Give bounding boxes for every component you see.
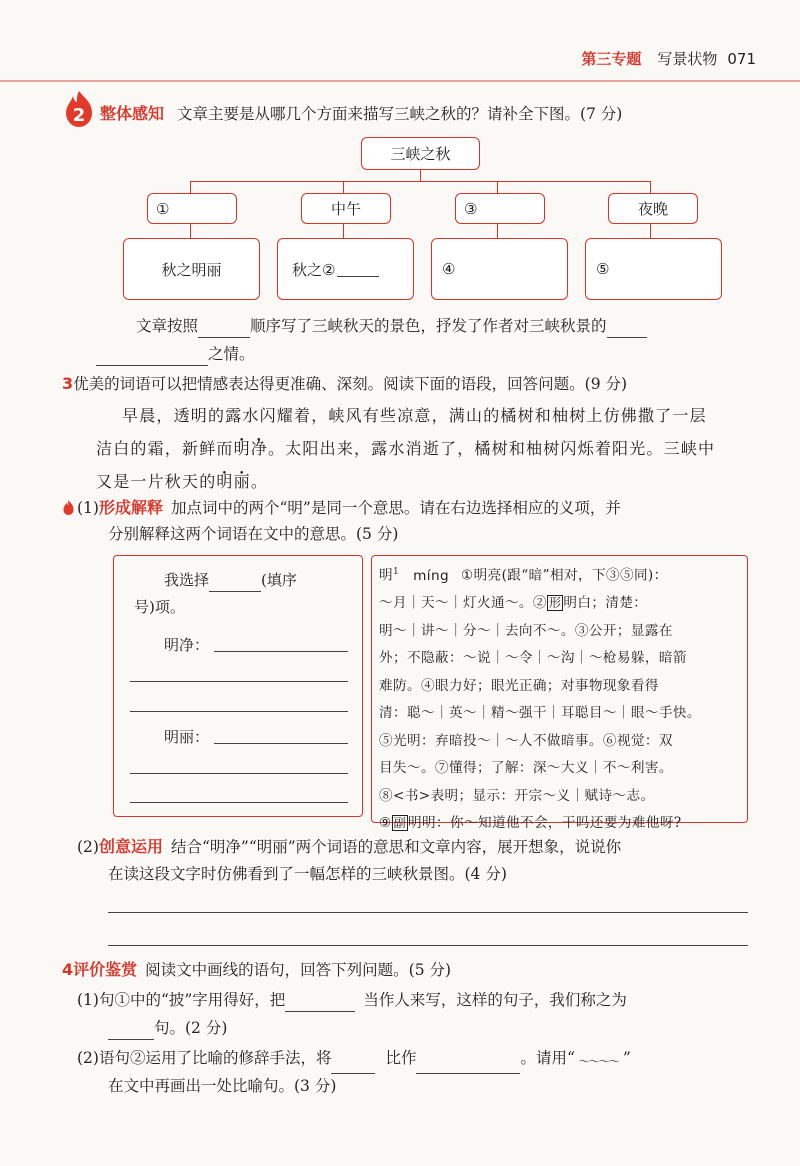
dotted-char: 净 [250,439,269,458]
diagram-time-4: 夜晚 [608,193,698,224]
sub1-line-2: 分别解释这两个词语在文中的意思。(5 分) [108,525,399,543]
q4-prompt-line [62,958,451,982]
section-label: 第三专题 [581,50,642,68]
passage-line: 又是一片秋天的明丽。 [96,472,269,491]
personified-blank[interactable] [285,993,355,1012]
page-number: 071 [727,50,756,68]
q2-prompt: 文章主要是从哪几个方面来描写三峡之秋的？请补全下图。(7 分) [176,105,623,123]
choose-line: 我选择 (填序 [164,568,297,592]
dictionary-panel [371,555,748,832]
dict-line: 目失～。⑦懂得；了解：深～大义｜不～利害。 [379,760,673,777]
dict-line: ⑤光明：弃暗投～｜～人不做暗事。⑥视觉：双 [379,732,673,749]
connector [343,224,344,239]
dotted-char: 明 [216,472,234,491]
diagram-feature-4[interactable]: ⑤ [585,238,722,300]
dict-line: ～月｜天～｜灯火通～。② 形 明白；清楚： [379,595,648,612]
sub1-text: 加点词中的两个“明”是同一个意思。请在右边选择相应的义项，并 [170,499,621,517]
q4-prompt: 阅读文中画线的语句，回答下列问题。(5 分) [145,961,452,979]
header-rule [0,80,800,82]
pos-tag: 副 [393,816,406,831]
sub1-number: (1) [77,499,99,517]
flame-number-icon [62,90,96,128]
q2-prompt-line [100,102,622,126]
flame-icon [63,500,74,515]
answer-line[interactable] [108,945,748,946]
metaphor-object-blank[interactable] [416,1055,520,1074]
diagram-feature-3[interactable]: ④ [431,238,568,300]
answer-line[interactable] [214,743,348,744]
q2-fill-line-1 [136,314,647,338]
sub2-text: 结合“明净”“明丽”两个词语的意思和文章内容，展开想象，说说你 [170,838,622,856]
sentence-type-blank[interactable] [108,1021,154,1040]
metaphor-subject-blank[interactable] [331,1055,375,1074]
sub2-label: 创意运用 [98,837,163,856]
answer-line[interactable] [130,681,348,682]
answer-line[interactable] [130,773,348,774]
topic-label: 写景状物 [657,50,718,68]
dict-line: 清：聪～｜英～｜精～强干｜耳聪目～｜眼～手快。 [379,705,701,722]
dict-line: 明～｜讲～｜分～｜去向不～。③公开；显露在 [379,622,673,639]
diagram-feature-2 [277,238,414,300]
passage-line: 洁白的霜，新鲜而明净。太阳出来，露水消逝了，橘树和柚树闪烁着阳光。三峡中 [96,439,716,458]
sub1-label: 形成解释 [98,498,163,517]
q4-s2-line: (2)语句②运用了比喻的修辞手法，将 比作 。请用“ ～～～～ ” [77,1046,631,1074]
wavy-line-mark: ～～～～ [578,1055,619,1068]
choose-line-2: 号)项。 [134,598,185,616]
q2-fill-text-c: 之情。 [208,345,255,363]
dict-line: ⑧<书>表明；显示：开宗～义｜赋诗～志。 [379,787,655,804]
order-blank[interactable] [198,319,250,338]
q4-s2-line-2: 在文中再画出一处比喻句。(3 分) [108,1077,337,1095]
passage-line: 早晨，透明的露水闪耀着，峡风有些凉意，满山的橘树和柚树上仿佛撒了一层 [122,406,707,425]
emotion-blank-b[interactable] [96,347,208,366]
word-mingjing: 明净： [164,636,210,654]
q2-fill-line-2 [96,342,255,366]
connector [497,224,498,239]
sub2-line-1 [77,835,621,859]
q4-s1-line: (1)句①中的“披”字用得好，把 当作人来写，这样的句子，我们称之为 [77,988,627,1012]
sub2-line-2: 在读这段文字时仿佛看到了一幅怎样的三峡秋景图。(4 分) [108,865,507,883]
answer-line[interactable] [130,711,348,712]
dict-line: ⑨ 副 明明：你～知道他不会，干吗还要为难他呀? [379,815,682,832]
q3-number: 3 [62,374,74,393]
q2-label: 整体感知 [100,104,165,123]
diagram-time-1: ① [147,193,237,224]
diagram-time-3: ③ [455,193,545,224]
reading-passage [96,399,756,498]
answer-panel [113,555,363,817]
pos-tag: 形 [548,596,562,611]
sub1-line-1 [77,496,621,520]
badge-number: 2 [72,105,86,126]
q2-fill-text-b: 顺序写了三峡秋天的景色，抒发了作者对三峡秋景的 [250,317,607,335]
emotion-blank-a[interactable] [607,319,647,338]
diagram-root: 三峡之秋 [361,137,480,170]
q3-prompt-line [62,372,627,396]
q4-label: 评价鉴赏 [73,960,138,979]
dict-line: 明$^1$ míng ①明亮(跟“暗”相对，下③⑤同)： [379,567,668,584]
feature-2-text: 秋之② [292,260,336,279]
q3-prompt: 优美的词语可以把情感表达得更准确、深刻。阅读下面的语段，回答问题。(9 分) [73,375,628,393]
answer-line[interactable] [108,912,748,913]
diagram-time-2: 中午 [301,193,391,224]
dotted-char: 明 [233,439,251,458]
connector [190,224,191,239]
diagram-feature-1: 秋之明丽 [123,238,260,300]
dotted-char: 丽 [233,472,251,491]
dict-line: 难防。④眼力好；眼光正确；对事物现象看得 [379,677,659,694]
answer-line[interactable] [130,802,348,803]
page-header [581,48,756,69]
connector [650,224,651,239]
feature-2-blank[interactable] [337,262,379,277]
choose-blank[interactable] [209,573,261,592]
word-mingli: 明丽： [164,728,210,746]
q4-number: 4 [62,960,74,979]
q2-fill-text-a: 文章按照 [136,317,199,335]
answer-line[interactable] [214,651,348,652]
sub2-number: (2) [77,838,99,856]
dict-line: 外；不隐蔽：～说｜～令｜～沟｜～枪易躲，暗箭 [379,650,687,667]
connector [190,181,650,182]
q4-s1-line-2: 句。(2 分) [108,1016,227,1040]
